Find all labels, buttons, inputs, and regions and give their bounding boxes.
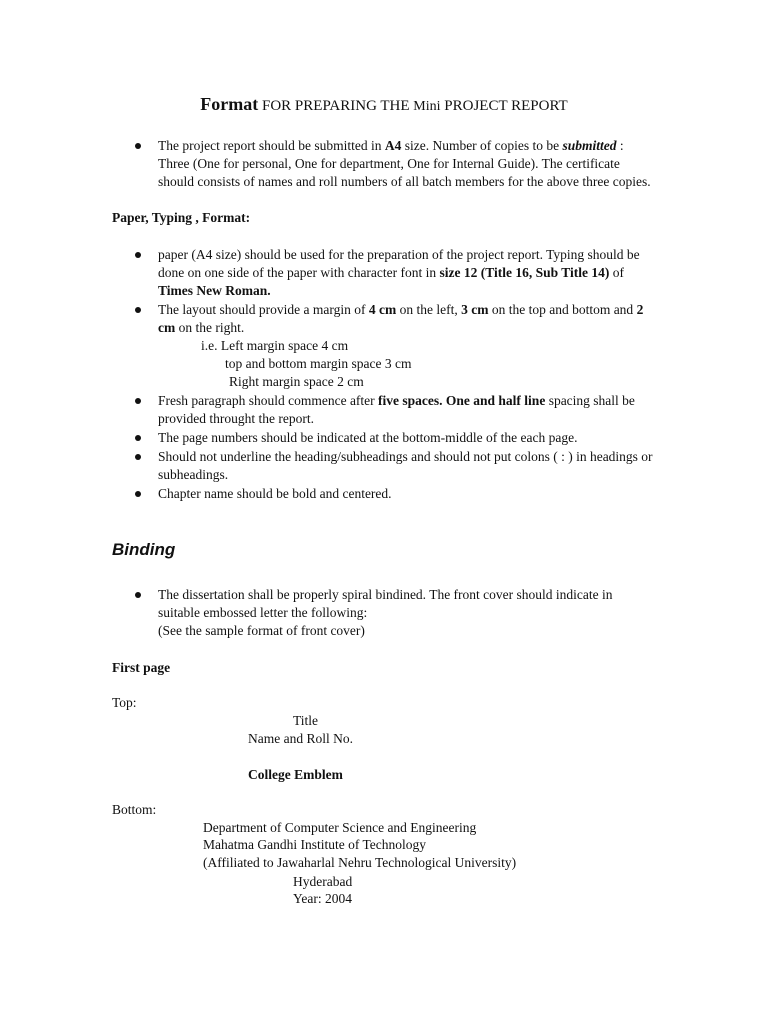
list-item (133, 485, 653, 503)
margin-left-line: i.e. Left margin space 4 cm (201, 338, 349, 353)
list-item (133, 586, 653, 640)
paper-b5-text: Should not underline the heading/subheadings and should not put colons ( : ) in headings or subheadings. (158, 449, 653, 482)
bullet-icon (135, 307, 141, 313)
paper-b2-text-3: on the top and bottom and (488, 302, 637, 317)
paper-b3-text-1: Fresh paragraph should commence after (158, 393, 379, 408)
paper-b1-size: size 12 (Title 16, Sub Title 14) (439, 265, 610, 280)
binding-list (133, 586, 653, 640)
binding-text: The dissertation shall be properly spiral bindined. The front cover should indicate in suitable embossed letter the following: (158, 587, 613, 620)
list-item (133, 392, 653, 428)
binding-note: (See the sample format of front cover) (158, 623, 365, 638)
paper-b2-top: 3 cm (461, 302, 489, 317)
bullet-icon (135, 491, 141, 497)
list-item (133, 429, 653, 447)
bottom-label: Bottom: (112, 802, 157, 817)
list-item (133, 246, 653, 300)
cover-city: Hyderabad (293, 874, 353, 889)
list-item (133, 301, 653, 391)
margin-topbottom-line: top and bottom margin space 3 cm (225, 356, 412, 371)
intro-text-3: : Three (One for personal, One for department, One for Internal Guide). The certificate should consists of names and roll numbers of all batch members for the above three copies. (158, 138, 651, 189)
intro-submitted: submitted (562, 138, 617, 153)
paper-b2-text-1: The layout should provide a margin of (158, 302, 369, 317)
paper-b2-left: 4 cm (368, 302, 397, 317)
page-title (0, 95, 768, 116)
cover-title: Title (293, 713, 319, 728)
paper-b4-text: The page numbers should be indicated at the bottom-middle of the each page. (158, 430, 578, 445)
title-rest-1: FOR PREPARING THE (262, 98, 414, 114)
paper-b6-text: Chapter name should be bold and centered. (158, 486, 392, 501)
section-heading-paper: Paper, Typing , Format: (112, 210, 251, 225)
paper-b2-text-2: on the left, (396, 302, 462, 317)
top-label: Top: (112, 695, 137, 710)
paper-b3-bold: five spaces. One and half line (378, 393, 546, 408)
cover-affiliation: (Affiliated to Jawaharlal Nehru Technological University) (203, 855, 517, 870)
bullet-icon (135, 454, 141, 460)
paper-list (133, 246, 653, 503)
title-rest-2: PROJECT REPORT (440, 98, 568, 114)
cover-emblem: College Emblem (248, 767, 343, 782)
bullet-icon (135, 398, 141, 404)
bullet-icon (135, 143, 141, 149)
cover-institute: Mahatma Gandhi Institute of Technology (203, 837, 427, 852)
bullet-icon (135, 252, 141, 258)
section-heading-binding: Binding (112, 540, 176, 559)
bullet-icon (135, 592, 141, 598)
paper-b2-right: 2 cm (158, 302, 644, 335)
title-format-word: Format (200, 94, 259, 114)
intro-a4: A4 (384, 138, 402, 153)
paper-b2-text-4: on the right. (175, 320, 245, 335)
list-item (133, 448, 653, 484)
intro-list (133, 137, 653, 191)
margin-right-line: Right margin space 2 cm (229, 374, 364, 389)
paper-b1-text-1: paper (A4 size) should be used for the preparation of the project report. Typing should be done on one side of the paper with character font in (158, 247, 640, 280)
intro-text-1: The project report should be submitted in (158, 138, 385, 153)
first-page-heading: First page (112, 660, 171, 675)
paper-b1-font: Times New Roman. (158, 283, 271, 298)
cover-department: Department of Computer Science and Engineering (203, 820, 477, 835)
paper-b1-text-2: of (609, 265, 625, 280)
paper-b3-text-2: spacing shall be provided throught the report. (158, 393, 635, 426)
title-mini: Mini (413, 99, 441, 114)
intro-text-2: size. Number of copies to be (401, 138, 563, 153)
cover-year: Year: 2004 (293, 891, 353, 906)
list-item (133, 137, 653, 191)
cover-name-roll: Name and Roll No. (248, 731, 353, 746)
bullet-icon (135, 435, 141, 441)
